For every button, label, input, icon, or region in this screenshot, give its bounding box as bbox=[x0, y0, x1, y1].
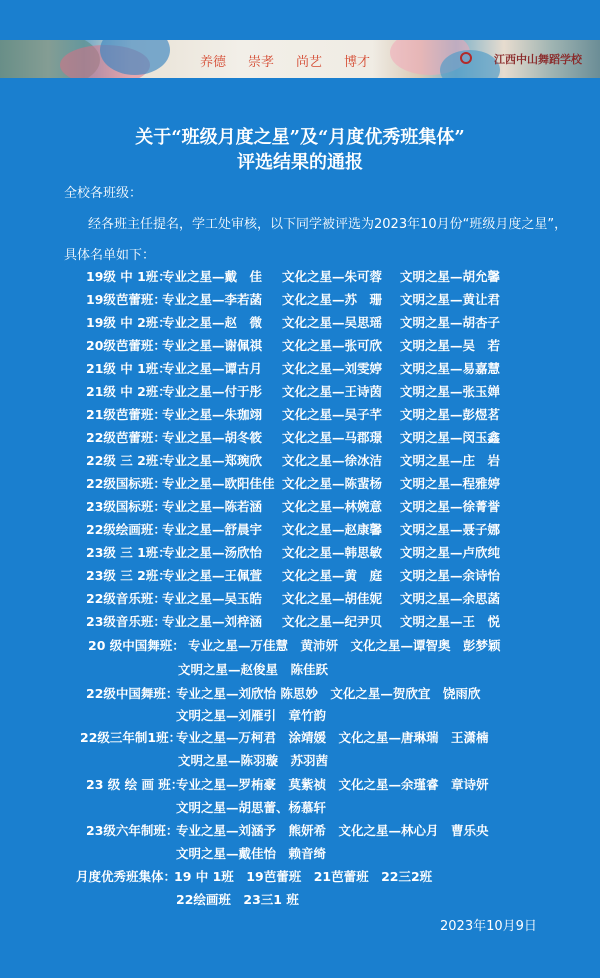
major-star: 专业之星—赵 微 bbox=[162, 315, 263, 330]
class-name: 22级国标班： bbox=[86, 476, 166, 491]
multi-line-2: 文明之星—陈羽璇 苏羽茜 bbox=[178, 753, 329, 768]
major-star: 专业之星—朱珈翊 bbox=[162, 407, 263, 422]
excellent-class-line1: 19 中 1班 19芭蕾班 21芭蕾班 22三2班 bbox=[174, 869, 433, 884]
major-star: 专业之星—付于彤 bbox=[162, 384, 263, 399]
civility-star: 文明之星—易嘉慧 bbox=[400, 361, 501, 376]
civility-star: 文明之星—彭煜茗 bbox=[400, 407, 501, 422]
civility-star: 文明之星—余诗怡 bbox=[400, 568, 501, 583]
class-name: 22级芭蕾班： bbox=[86, 430, 166, 445]
civility-star: 文明之星—卢欣纯 bbox=[400, 545, 501, 560]
major-star: 专业之星—戴 佳 bbox=[162, 269, 263, 284]
culture-star: 文化之星—吴子芊 bbox=[282, 407, 383, 422]
civility-star: 文明之星—徐菁誉 bbox=[400, 499, 501, 514]
notice-title-line1: 关于“班级月度之星”及“月度优秀班集体” bbox=[135, 127, 465, 148]
culture-star: 文化之星—纪尹贝 bbox=[282, 614, 383, 629]
civility-star: 文明之星—聂子娜 bbox=[400, 522, 501, 537]
civility-star: 文明之星—王 悦 bbox=[400, 614, 501, 629]
culture-star: 文化之星—刘雯婷 bbox=[282, 361, 383, 376]
civility-star: 文明之星—吴 若 bbox=[400, 338, 501, 353]
culture-star: 文化之星—张可欣 bbox=[282, 338, 383, 353]
culture-star: 文化之星—黄 庭 bbox=[282, 568, 383, 583]
multi-line-2: 文明之星—赵俊星 陈佳跃 bbox=[178, 662, 329, 677]
multi-line-1: 专业之星—万佳慧 黄沛妍 文化之星—谭智奥 彭梦颖 bbox=[188, 638, 501, 653]
multi-line-2: 文明之星—戴佳怡 赖音绮 bbox=[176, 846, 327, 861]
culture-star: 文化之星—陈蜚杨 bbox=[282, 476, 383, 491]
class-name: 22级绘画班： bbox=[86, 522, 166, 537]
civility-star: 文明之星—胡杏子 bbox=[400, 315, 501, 330]
class-name: 22级 三 2班： bbox=[86, 453, 171, 468]
multi-class-name: 20 级中国舞班： bbox=[88, 638, 185, 653]
header-banner bbox=[0, 40, 600, 78]
motto-4: 博才 bbox=[344, 55, 371, 70]
multi-class-name: 22级三年制1班： bbox=[80, 730, 182, 745]
intro-paragraph: 经各班主任提名，学工处审核，以下同学被评选为2023年10月份“班级月度之星”， bbox=[88, 217, 568, 232]
major-star: 专业之星—舒晨宇 bbox=[162, 522, 263, 537]
multi-line-1: 专业之星—万柯君 涂靖媛 文化之星—唐琳瑞 王潇楠 bbox=[176, 730, 489, 745]
multi-line-1: 专业之星—罗栯豪 莫紫祯 文化之星—余瑾睿 章诗妍 bbox=[176, 777, 489, 792]
multi-class-name: 22级中国舞班： bbox=[86, 686, 179, 701]
culture-star: 文化之星—胡佳妮 bbox=[282, 591, 383, 606]
civility-star: 文明之星—庄 岩 bbox=[400, 453, 501, 468]
class-name: 21级 中 2班： bbox=[86, 384, 171, 399]
civility-star: 文明之星—余思菡 bbox=[400, 591, 501, 606]
culture-star: 文化之星—林婉意 bbox=[282, 499, 383, 514]
major-star: 专业之星—吴玉皓 bbox=[162, 591, 263, 606]
culture-star: 文化之星—赵康馨 bbox=[282, 522, 383, 537]
motto-1: 养德 bbox=[200, 55, 227, 70]
major-star: 专业之星—汤欣怡 bbox=[162, 545, 263, 560]
class-name: 19级芭蕾班： bbox=[86, 292, 166, 307]
excellent-class-label: 月度优秀班集体： bbox=[76, 869, 177, 884]
motto-2: 崇孝 bbox=[248, 55, 275, 70]
class-name: 20级芭蕾班： bbox=[86, 338, 166, 353]
multi-line-2: 文明之星—刘雁引 章竹韵 bbox=[176, 708, 327, 723]
class-name: 21级芭蕾班： bbox=[86, 407, 166, 422]
culture-star: 文化之星—徐冰洁 bbox=[282, 453, 383, 468]
major-star: 专业之星—胡冬筱 bbox=[162, 430, 263, 445]
motto-row bbox=[200, 51, 370, 70]
salutation: 全校各班级： bbox=[64, 186, 143, 201]
multi-line-1: 专业之星—刘涵予 熊妍希 文化之星—林心月 曹乐央 bbox=[176, 823, 489, 838]
class-name: 23级 三 1班： bbox=[86, 545, 171, 560]
list-heading: 具体名单如下： bbox=[64, 248, 156, 263]
multi-line-2: 文明之星—胡思蕾、杨慕轩 bbox=[176, 800, 327, 815]
class-name: 23级国标班： bbox=[86, 499, 166, 514]
class-name: 22级音乐班： bbox=[86, 591, 166, 606]
major-star: 专业之星—李若菡 bbox=[162, 292, 263, 307]
notice-title-line2: 评选结果的通报 bbox=[237, 152, 363, 173]
major-star: 专业之星—郑琬欣 bbox=[162, 453, 263, 468]
major-star: 专业之星—欧阳佳佳 bbox=[162, 476, 275, 491]
excellent-class-line2: 22绘画班 23三1 班 bbox=[176, 892, 299, 907]
civility-star: 文明之星—张玉婵 bbox=[400, 384, 501, 399]
culture-star: 文化之星—韩思敏 bbox=[282, 545, 383, 560]
motto-3: 尚艺 bbox=[296, 55, 323, 70]
civility-star: 文明之星—胡允馨 bbox=[400, 269, 501, 284]
major-star: 专业之星—谭古月 bbox=[162, 361, 263, 376]
culture-star: 文化之星—王诗茵 bbox=[282, 384, 383, 399]
class-name: 23级 三 2班： bbox=[86, 568, 171, 583]
major-star: 专业之星—陈若涵 bbox=[162, 499, 263, 514]
culture-star: 文化之星—马郡璟 bbox=[282, 430, 383, 445]
school-seal-icon bbox=[460, 52, 472, 64]
major-star: 专业之星—刘梓涵 bbox=[162, 614, 263, 629]
multi-class-name: 23 级 绘 画 班： bbox=[86, 777, 184, 792]
culture-star: 文化之星—朱可蓉 bbox=[282, 269, 383, 284]
major-star: 专业之星—王佩萱 bbox=[162, 568, 263, 583]
class-name: 19级 中 1班： bbox=[86, 269, 171, 284]
major-star: 专业之星—谢佩祺 bbox=[162, 338, 263, 353]
class-name: 23级音乐班： bbox=[86, 614, 166, 629]
multi-line-1: 专业之星—刘欣怡 陈思妙 文化之星—贺欣宜 饶雨欣 bbox=[176, 686, 481, 701]
civility-star: 文明之星—黄让君 bbox=[400, 292, 501, 307]
culture-star: 文化之星—苏 珊 bbox=[282, 292, 383, 307]
culture-star: 文化之星—吴思瑶 bbox=[282, 315, 383, 330]
notice-date: 2023年10月9日 bbox=[440, 919, 537, 934]
class-name: 21级 中 1班： bbox=[86, 361, 171, 376]
school-name: 江西中山舞蹈学校 bbox=[494, 53, 582, 66]
multi-class-name: 23级六年制班： bbox=[86, 823, 179, 838]
class-name: 19级 中 2班： bbox=[86, 315, 171, 330]
civility-star: 文明之星—程雅婷 bbox=[400, 476, 501, 491]
civility-star: 文明之星—闵玉鑫 bbox=[400, 430, 501, 445]
